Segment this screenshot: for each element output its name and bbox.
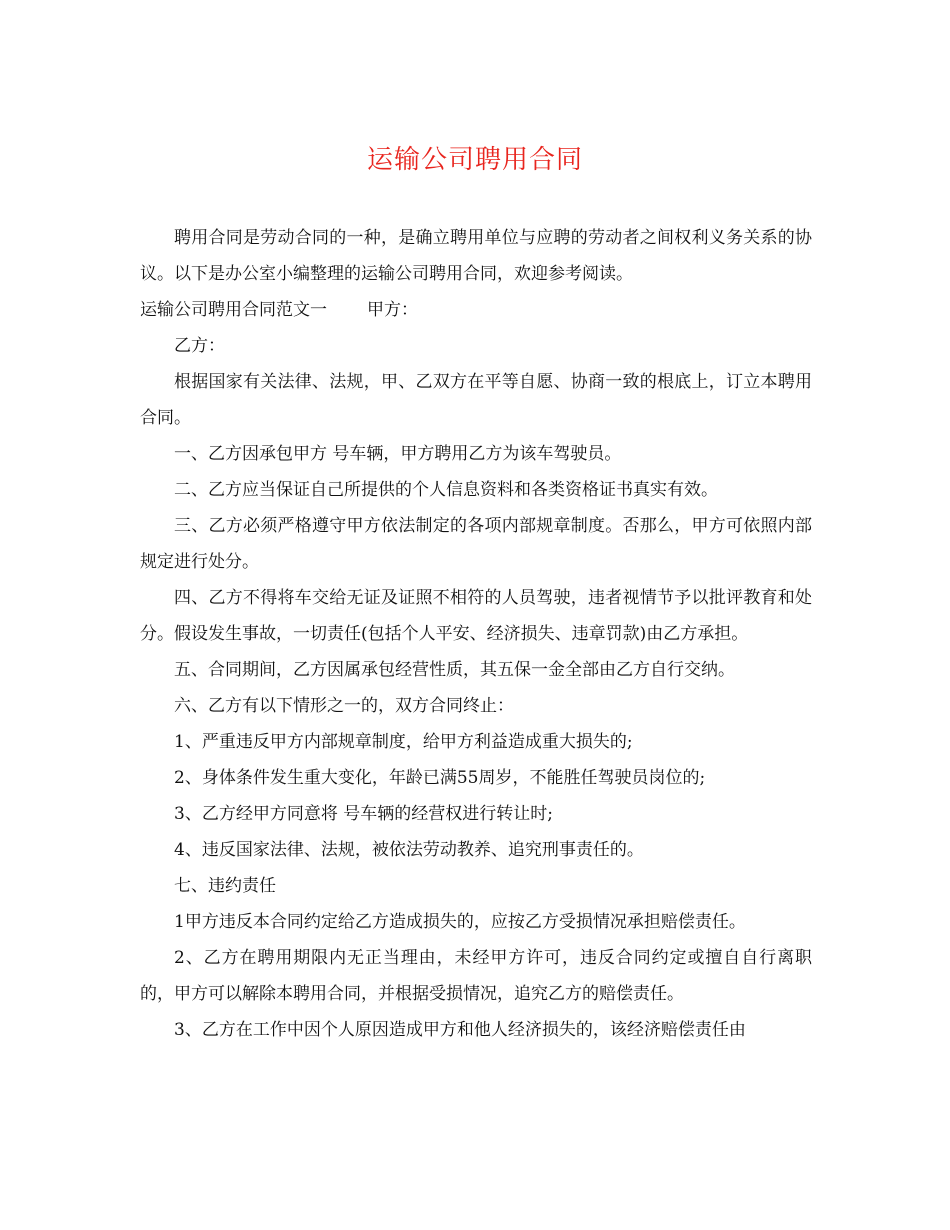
clause-paragraph: 五、合同期间，乙方因属承包经营性质，其五保一金全部由乙方自行交纳。: [174, 660, 735, 680]
party-a-label: 甲方：: [367, 300, 418, 320]
sample-heading: 运输公司聘用合同范文一: [140, 300, 327, 320]
clause-paragraph: 3、乙方经甲方同意将 号车辆的经营权进行转让时;: [174, 804, 553, 824]
clause-paragraph: 2、身体条件发生重大变化，年龄已满55周岁，不能胜任驾驶员岗位的;: [174, 768, 706, 788]
clause-paragraph: 七、违约责任: [174, 876, 276, 896]
clause-paragraph: 1甲方违反本合同约定给乙方造成损失的，应按乙方受损情况承担赔偿责任。: [174, 912, 746, 932]
clause-paragraph: 4、违反国家法律、法规，被依法劳动教养、追究刑事责任的。: [174, 840, 644, 860]
sample-heading-line: [140, 292, 812, 328]
clause-paragraph: 三、乙方必须严格遵守甲方依法制定的各项内部规章制度。否那么，甲方可依照内部规定进行处分。: [140, 516, 812, 572]
clause-paragraph: 二、乙方应当保证自己所提供的个人信息资料和各类资格证书真实有效。: [174, 480, 718, 500]
clause-paragraph: 六、乙方有以下情形之一的，双方合同终止：: [174, 696, 514, 716]
preamble-paragraph: 根据国家有关法律、法规，甲、乙双方在平等自愿、协商一致的根底上，订立本聘用合同。: [140, 372, 812, 428]
document-title: 运输公司聘用合同: [366, 145, 583, 175]
clause-paragraph: 3、乙方在工作中因个人原因造成甲方和他人经济损失的，该经济赔偿责任由: [174, 1020, 746, 1040]
clause-paragraph: 四、乙方不得将车交给无证及证照不相符的人员驾驶，违者视情节予以批评教育和处分。假设发生事故，一切责任(包括个人平安、经济损失、违章罚款)由乙方承担。: [140, 588, 812, 644]
document-body: [140, 220, 812, 1048]
clause-paragraph: 2、乙方在聘用期限内无正当理由，未经甲方许可，违反合同约定或擅自自行离职的，甲方可以解除本聘用合同，并根据受损情况，追究乙方的赔偿责任。: [140, 948, 812, 1004]
clause-paragraph: 一、乙方因承包甲方 号车辆，甲方聘用乙方为该车驾驶员。: [174, 444, 622, 464]
intro-paragraph: 聘用合同是劳动合同的一种，是确立聘用单位与应聘的劳动者之间权利义务关系的协议。以下是办公室小编整理的运输公司聘用合同，欢迎参考阅读。: [140, 228, 812, 284]
clause-paragraph: 1、严重违反甲方内部规章制度，给甲方利益造成重大损失的;: [174, 732, 633, 752]
party-b-label: 乙方：: [174, 336, 225, 356]
